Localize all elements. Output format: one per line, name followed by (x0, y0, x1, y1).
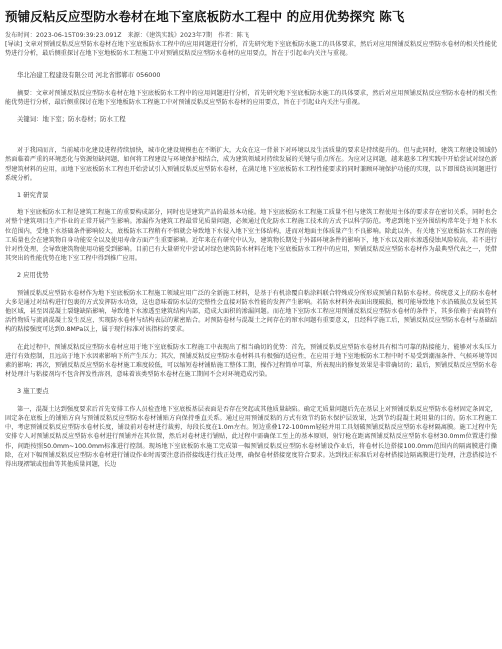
section-2-paragraph-1: 预铺反粘反应型防水卷材作为地下室底板防水工程施工领域应用广泛的全新施工材料，是基于有机涂覆自粘涂料联合特殊成分所形成预铺自粘防水卷材。传统意义上的防水卷材大多是通过对结构进行包裹的方式发挥防水功效，这也意味着防水层的完整性会直接对防水性能的发挥产生影响。若防水材料外表面出现破损，极可能导致地下水沿破损点发展至其他区域，甚至因混凝土裂缝缺陷影响，导致地下水渗透至建筑结构内部，造成大面积的渗漏问题。而在地下室防水工程应用预铺反粘反应型防水卷材的条件下，其多依赖于表面特有活性物质与流淌混凝土发生反应，实现防水卷材与结构表层的紧密贴合。对预防卷材与混凝土之间存在的窜水问题有重要意义，且经科学施工后，预铺反粘反应型防水卷材与基础结构的粘接强度可达到0.8MPa以上，属于现行标准对该指标的要求。 (5, 289, 497, 334)
article-keywords: 关键词：地下室；防水卷材；防水工程 (17, 115, 126, 124)
section-2-heading: 2 应用优势 (17, 271, 49, 280)
section-2-paragraph-2: 在此过程中，预铺反粘反应型防水卷材应用于地下室底板防水工程施工中表现出了相当确切的优势：首先，预铺反粘反应型防水卷材具有相当可靠的粘接能力，能够对水头压力进行有效控制，且远高于地下水因素影响下所产生压力；其次，预铺反粘反应型防水卷材料具有极强的适应性，在应用于地下室地板防水工程中时不易受到潮湿条件、气候环境等因素的影响；再次，预铺反粘反应型防水卷材施工难度较低，可以缩短卷材铺贴施工整体工期，操作过程简单可靠，所表现出的修复效果是非常确切的；最后，预铺反粘反应型防水卷材处理计与粘接剂均不包含挥发性溶剂，意味着该类型防水卷材在施工期间不会对环境造成污染。 (5, 343, 497, 379)
section-3-paragraph: 第一，混凝土达到强度要求后首先安排工作人员检查地下室底板基层表面是否存在突起或其他质量缺陷。确定无质量问题后先在基层上对预铺反粘反应型防水卷材固定条固定，固定条在底板上的铺贴方向与预铺反粘反应型防水卷材铺贴方向保持垂直关系。通过应用预铺反粘的方式有效节约防水保护层效果，达到节约混凝土耗用量的目的。防水工程施工中，考虑预铺反粘反应型防水卷材长度，铺设前对卷材进行裁剪，每段长度在1.0m左右。短边重叠172-100mm轻轻并用工具划破预铺反粘反应型防水卷材隔离膜。施工过程中先安排专人对预铺反粘反应型防水卷材进行预铺并在其位置，然后对卷材进行铺贴，此过程中需确保工至上的基本原则，射钉枪在距离预铺反粘反应型防水卷材30.0mm位置进行操作，间距按照50.0mm~100.0mm标准进行控制。现场地下室底板防水施工完成第一幅预铺反粘反应型防水卷材铺设作业后，将卷材长边搭接100.0mm范围内的隔离膜进行撕除，在对下幅预铺反粘反应型防水卷材进行铺设作业时需要注意沿搭接线进行找正处理，确保卷材搭接宽度符合要求。达到找正标准后对卷材搭接边隔离膜进行处理，注意搭接边不得出现褶皱或扭曲等其他质量问题，长边 (5, 405, 497, 468)
article-meta (5, 31, 497, 40)
intro-paragraph: 对于我国而言，当前城市化建设进程持续加快，城市化建设规模也在不断扩大，大众在这一背景下对环境以及生活质量的要求是持续提升的。但与此同时，建筑工程建设领域仍然面临着严重的环境恶化与资源短缺问题，如何将工程建设与环境保护相结合，成为建筑领域对持续发展的关键与重点所在。为应对这问题，越来越多工程实践中开始尝试对绿色新型建筑材料的应用，而地下室底板防水工程也开始尝试引入预铺反粘反应型防水卷材，在满足地下室底板防水工程性能要求的同时兼顾环境保护功能的实现，以下即围绕该问题进行系统分析。 (5, 147, 497, 182)
section-1-heading: 1 研究背景 (17, 191, 49, 200)
article-guide: [导读] 文章对预铺反粘反应型防水卷材在地下室底板防水工程中的应用问题进行分析，首先研究地下室底板防水施工的具体要求，然后对应用预铺反粘反应型防水卷材的相关性能优势进行分析，最后侧重探讨在地下室地板防水工程施工中对预铺反粘反应型防水卷材的应用要点，旨在于引起业内关注与重视。 (5, 41, 497, 58)
section-3-heading: 3 施工要点 (17, 387, 49, 396)
article-source: 来源：《建筑实践》2023年7期 (127, 32, 213, 39)
article-abstract: 摘要：文章对预铺反粘反应型防水卷材在地下室底板防水工程中的应用问题进行分析，首先研究地下室底板防水施工的具体要求，然后对应用预铺反粘反应型防水卷材的相关性能优势进行分析，最后侧重探讨在地下室地板防水工程施工中对预铺反粘反应型防水卷材的应用要点，旨在于引起业内关注与重视。 (5, 89, 497, 106)
author-affiliation: 华北冶建工程建设有限公司 河北省邯郸市 056000 (17, 71, 161, 80)
publish-time: 发布时间：2023-06-15T09:39:23.091Z (5, 32, 122, 39)
article-title: 预铺反粘反应型防水卷材在地下室底板防水工程中 的应用优势探究 陈飞 (5, 9, 405, 24)
article-author: 作者：陈飞 (218, 32, 250, 39)
section-1-paragraph: 地下室底板防水工程是建筑工程施工的重要构成部分，同时也是建筑产品的最基本功能。地下室底板防水工程施工质量不但与建筑工程使用主体的要求存在密切关系，同时也会对整个建筑项目生产作业的正常开展产生影响。渗漏作为建筑工程最常见质量问题，必须通过优化防水工程施工技术的方式予以科学防范。考虑到地下室外围结构常年处于地下水水位范围内，受地下水基础条件影响较大，底板防水工程稍有不慎就会导致地下水侵入地下室主体结构，进而对地面主体质量产生不良影响。除此以外，有关地下室底板防水工程的施工质量也会在建筑物自身功能安全以及使用寿命方面产生重要影响。近年来在有研究中认为，建筑物长期处于外部环境条件的影响下，地下水以及雨水渗透侵蚀风险较高，若不进行针对性处理，会导致建筑物使用功能受到影响。目前已有大量研究中尝试对绿色建筑防水材料在地下室底板防水工程中的应用，预铺反粘反应型防水卷材作为最典型代表之一，凭借其突出的性能优势在地下室工程中得到推广应用。 (5, 209, 497, 263)
